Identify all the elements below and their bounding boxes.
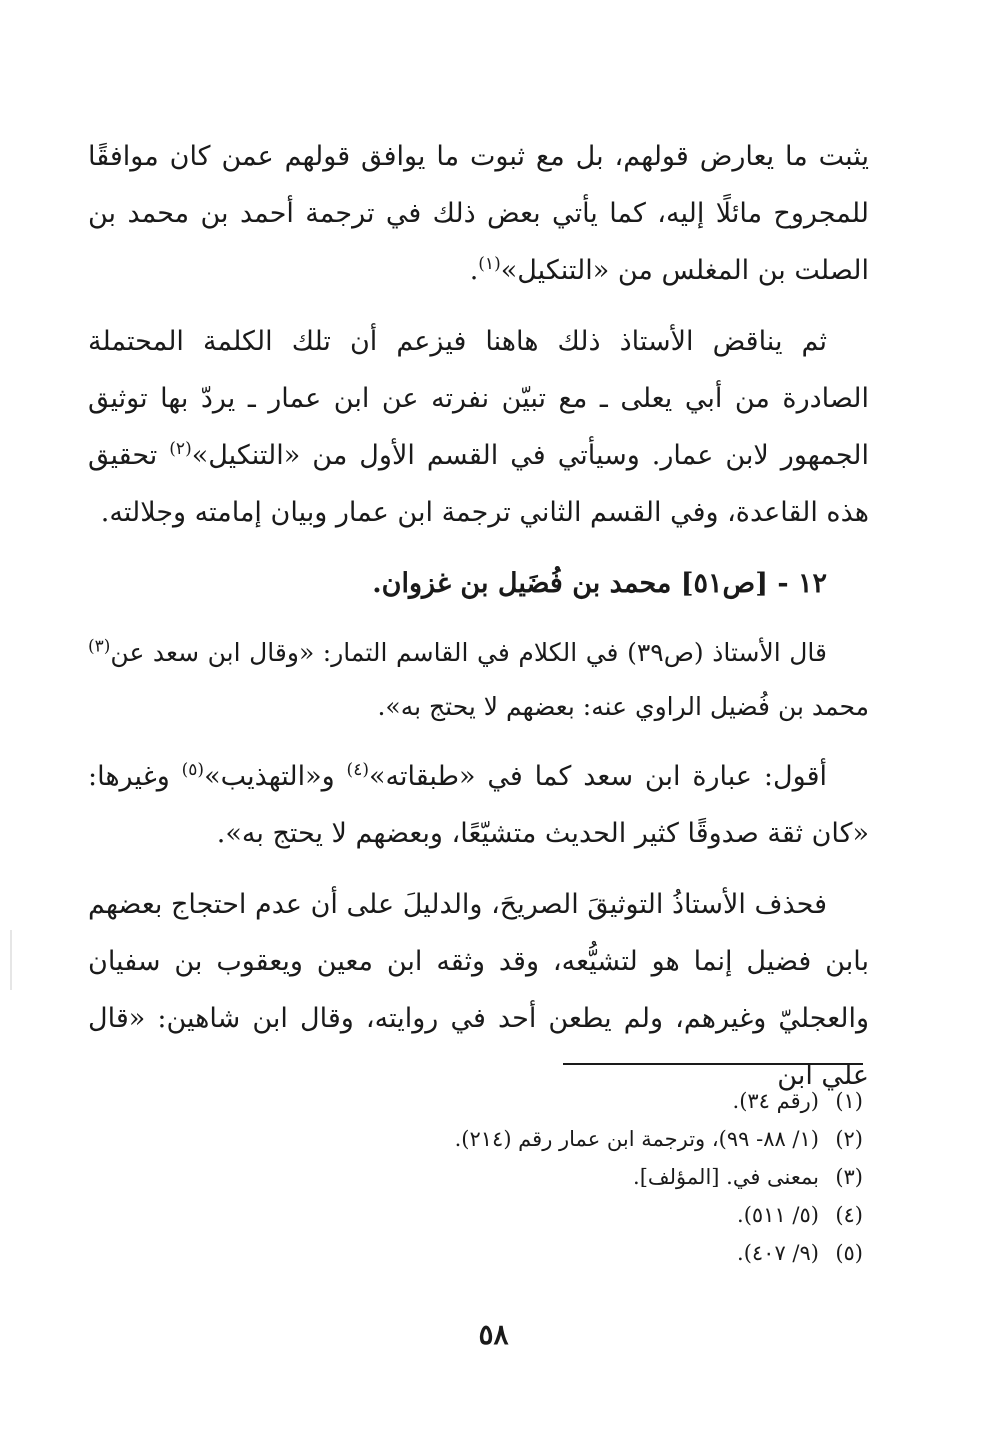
paragraph-aqul xyxy=(88,748,869,862)
paragraph-1 xyxy=(88,128,869,299)
footnote-number: (١) xyxy=(835,1089,863,1113)
paragraph-aqul-end: وغيرها: «كان ثقة صدوقًا كثير الحديث متشيّعًا، وبعضهم لا يحتج به». xyxy=(88,761,869,849)
footnote-ref-3: (٣) xyxy=(88,636,111,657)
footnote-number: (٥) xyxy=(835,1241,863,1265)
paragraph-2-text: ثم يناقض الأستاذ ذلك هاهنا فيزعم أن تلك الكلمة المحتملة الصادرة من أبي يعلى ـ مع تبيّن نفرته عن ابن عمار ـ يردّ بها توثيق الجمهور لابن عمار. وسيأتي في القسم الأول من «التنكيل» xyxy=(88,326,869,471)
paragraph-aqul-text: أقول: عبارة ابن سعد كما في «طبقاته» xyxy=(368,761,827,792)
footnote-ref-2: (٢) xyxy=(169,439,192,459)
paragraph-1-end: . xyxy=(469,255,479,286)
main-text xyxy=(88,128,869,1118)
paragraph-aqul-mid: و«التهذيب» xyxy=(204,761,347,792)
footnote-number: (٣) xyxy=(835,1165,863,1189)
entry-number: ١٢ - [ص٥١] xyxy=(671,568,827,599)
footnote-separator xyxy=(563,1063,863,1065)
paragraph-2-end: تحقيق هذه القاعدة، وفي القسم الثاني ترجمة ابن عمار وبيان إمامته وجلالته. xyxy=(88,440,869,528)
paragraph-last-text: فحذف الأستاذُ التوثيقَ الصريحَ، والدليلَ على أن عدم احتجاج بعضهم بابن فضيل إنما هو لتشيُّعه، وقد وثقه ابن معين ويعقوب بن سفيان والعجليّ وغيرهم، ولم يطعن أحد في روايته، وقال ابن شاهين: «قال علي ابن xyxy=(88,889,869,1091)
paragraph-2 xyxy=(88,313,869,541)
paragraph-quote-end: محمد بن فُضيل الراوي عنه: بعضهم لا يحتج به». xyxy=(377,692,869,721)
footnote-text: (١/ ٨٨- ٩٩)، وترجمة ابن عمار رقم (٢١٤). xyxy=(454,1127,819,1151)
entry-title: محمد بن فُضَيل بن غزوان. xyxy=(372,568,672,599)
footnotes xyxy=(88,1082,863,1272)
footnote-text: بمعنى في. [المؤلف]. xyxy=(633,1165,819,1189)
paragraph-1-text: يثبت ما يعارض قولهم، بل مع ثبوت ما يوافق قولهم عمن كان موافقًا للمجروح مائلًا إليه، كما يأتي بعض ذلك في ترجمة أحمد بن محمد بن الصلت بن المغلس من «التنكيل» xyxy=(88,141,869,286)
footnote-5 xyxy=(88,1234,863,1272)
paragraph-quote-text: قال الأستاذ (ص٣٩) في الكلام في القاسم التمار: «وقال ابن سعد عن xyxy=(110,638,827,667)
footnote-4 xyxy=(88,1196,863,1234)
footnote-ref-5: (٥) xyxy=(181,760,205,780)
footnote-number: (٤) xyxy=(835,1203,863,1227)
page-number: ٥٨ xyxy=(478,1318,509,1351)
footnote-ref-4: (٤) xyxy=(346,760,369,780)
footnote-1 xyxy=(88,1082,863,1120)
footnote-text: (رقم ٣٤). xyxy=(732,1089,819,1113)
footnote-text: (٩/ ٤٠٧). xyxy=(737,1241,819,1265)
footnote-3 xyxy=(88,1158,863,1196)
footnote-2 xyxy=(88,1120,863,1158)
scan-edge-mark xyxy=(10,930,12,990)
entry-heading xyxy=(88,555,869,612)
footnote-number: (٢) xyxy=(835,1127,863,1151)
footnote-text: (٥/ ٥١١). xyxy=(737,1203,819,1227)
footnote-ref-1: (١) xyxy=(478,254,501,274)
paragraph-quote xyxy=(88,626,869,734)
paragraph-last xyxy=(88,876,869,1104)
